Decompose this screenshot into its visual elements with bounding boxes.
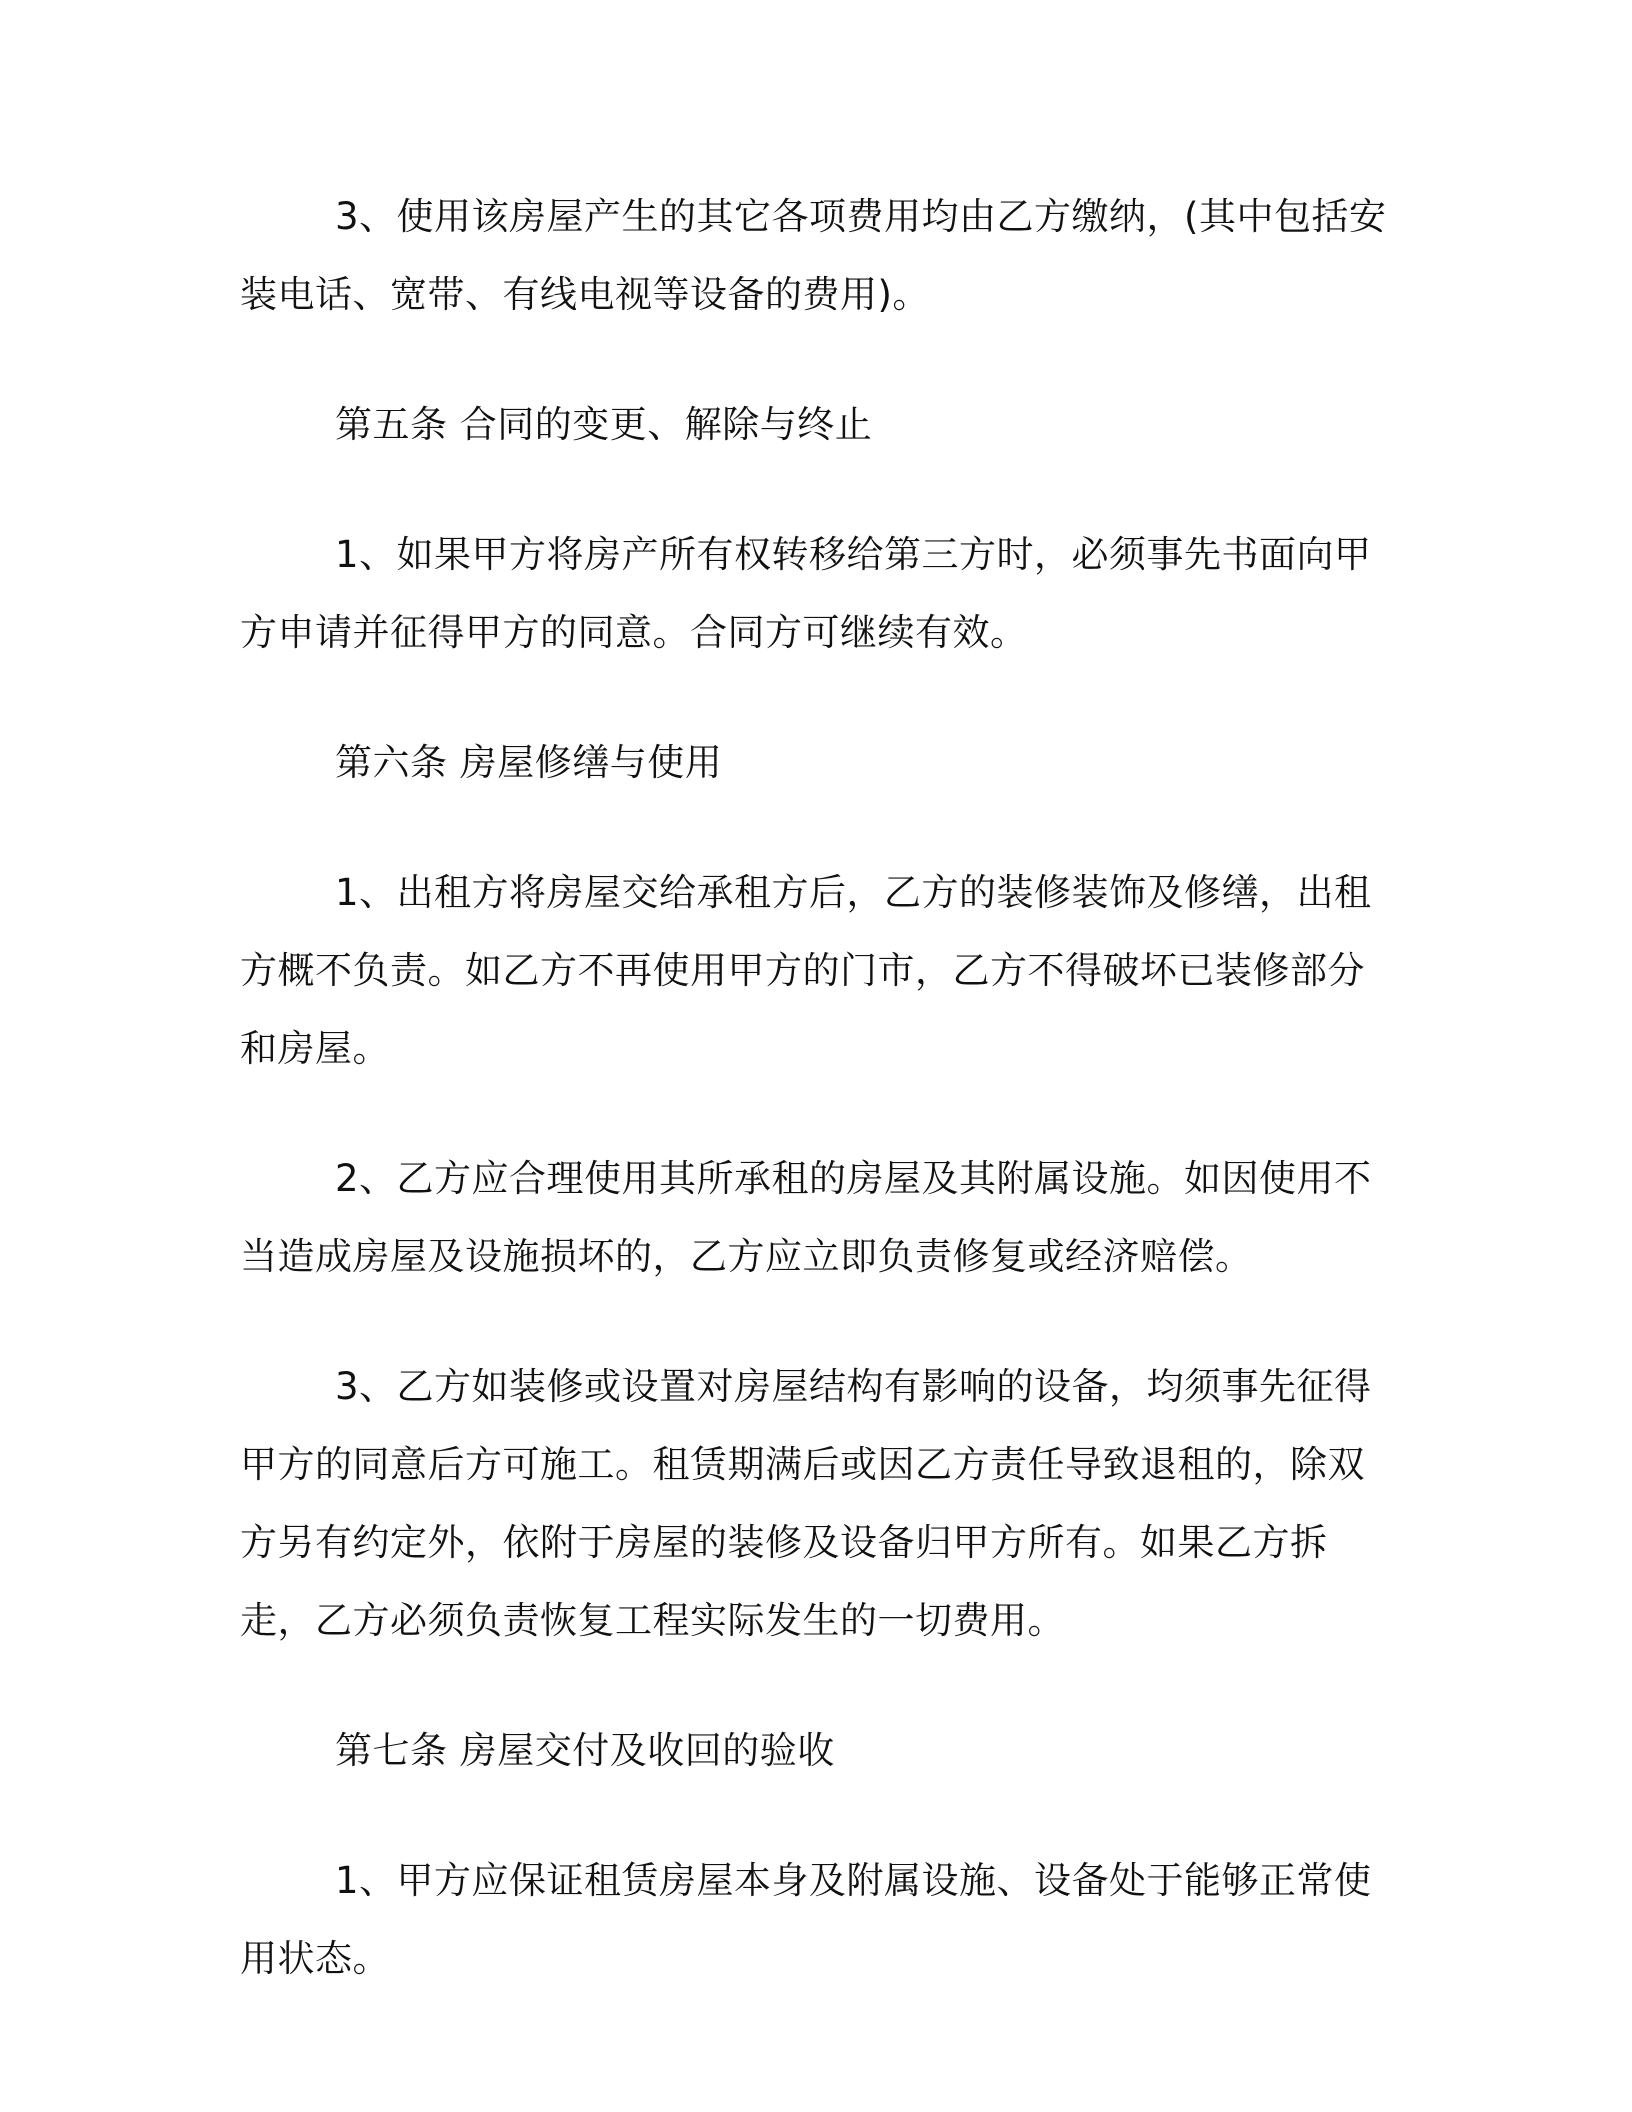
paragraph-article4-item3: 3、使用该房屋产生的其它各项费用均由乙方缴纳，(其中包括安装电话、宽带、有线电视等设备的费用)。 [240,195,1387,316]
heading-article5: 第五条 合同的变更、解除与终止 [335,403,873,446]
heading-article6: 第六条 房屋修缮与使用 [335,741,723,784]
paragraph-article6-item3: 3、乙方如装修或设置对房屋结构有影响的设备，均须事先征得甲方的同意后方可施工。租赁期满后或因乙方责任导致退租的，除双方另有约定外，依附于房屋的装修及设备归甲方所有。如果乙方拆走，乙方必须负责恢复工程实际发生的一切费用。 [240,1365,1372,1642]
document-body [240,178,1390,1998]
paragraph-article7-item1: 1、甲方应保证租赁房屋本身及附属设施、设备处于能够正常使用状态。 [240,1859,1372,1980]
heading-article7: 第七条 房屋交付及收回的验收 [335,1729,835,1772]
paragraph-article5-item1: 1、如果甲方将房产所有权转移给第三方时，必须事先书面向甲方申请并征得甲方的同意。合同方可继续有效。 [240,533,1372,654]
paragraph-article6-item2: 2、乙方应合理使用其所承租的房屋及其附属设施。如因使用不当造成房屋及设施损坏的，乙方应立即负责修复或经济赔偿。 [240,1157,1372,1278]
paragraph-article6-item1: 1、出租方将房屋交给承租方后，乙方的装修装饰及修缮，出租方概不负责。如乙方不再使用甲方的门市，乙方不得破坏已装修部分和房屋。 [240,871,1372,1070]
